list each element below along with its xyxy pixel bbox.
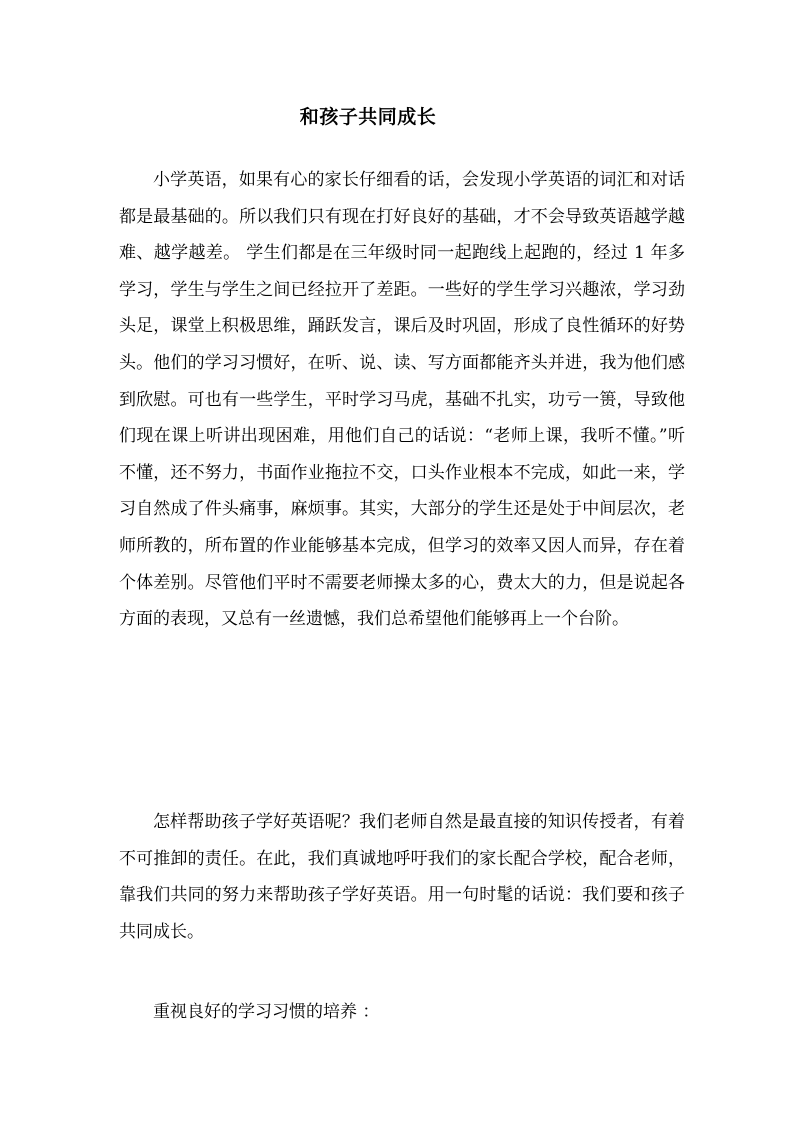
paragraph-1: 小学英语，如果有心的家长仔细看的话，会发现小学英语的词汇和对话都是最基础的。所以我们只有现在打好良好的基础，才不会导致英语越学越难、越学越差。 学生们都是在三年级时同一起跑线上起跑的，经过 1 年多学习，学生与学生之间已经拉开了差距。一些好的学生学习兴趣浓，学习劲头足，课堂上积极思维，踊跃发言，课后及时巩固，形成了良性循环的好势头。他们的学习习惯好，在听、说、读、写方面都能齐头并进，我为他们感到欣慰。可也有一些学生，平时学习马虎，基础不扎实，功亏一篑，导致他们现在课上听讲出现困难，用他们自己的话说：“老师上课，我听不懂。”听不懂，还不努力，书面作业拖拉不交，口头作业根本不完成，如此一来，学习自然成了件头痛事，麻烦事。其实，大部分的学生还是处于中间层次，老师所教的，所布置的作业能够基本完成，但学习的效率又因人而异，存在着个体差别。尽管他们平时不需要老师操太多的心，费太大的力，但是说起各方面的表现，又总有一丝遗憾，我们总希望他们能够再上一个台阶。 xyxy=(119,170,685,630)
document-title: 和孩子共同成长 xyxy=(299,106,437,128)
paragraph-2: 怎样帮助孩子学好英语呢？我们老师自然是最直接的知识传授者，有着不可推卸的责任。在此，我们真诚地呼吁我们的家长配合学校，配合老师，靠我们共同的努力来帮助孩子学好英语。用一句时髦的话说：我们要和孩子共同成长。 xyxy=(119,812,685,942)
paragraph-3-heading: 重视良好的学习习惯的培养 ： xyxy=(153,1002,380,1022)
